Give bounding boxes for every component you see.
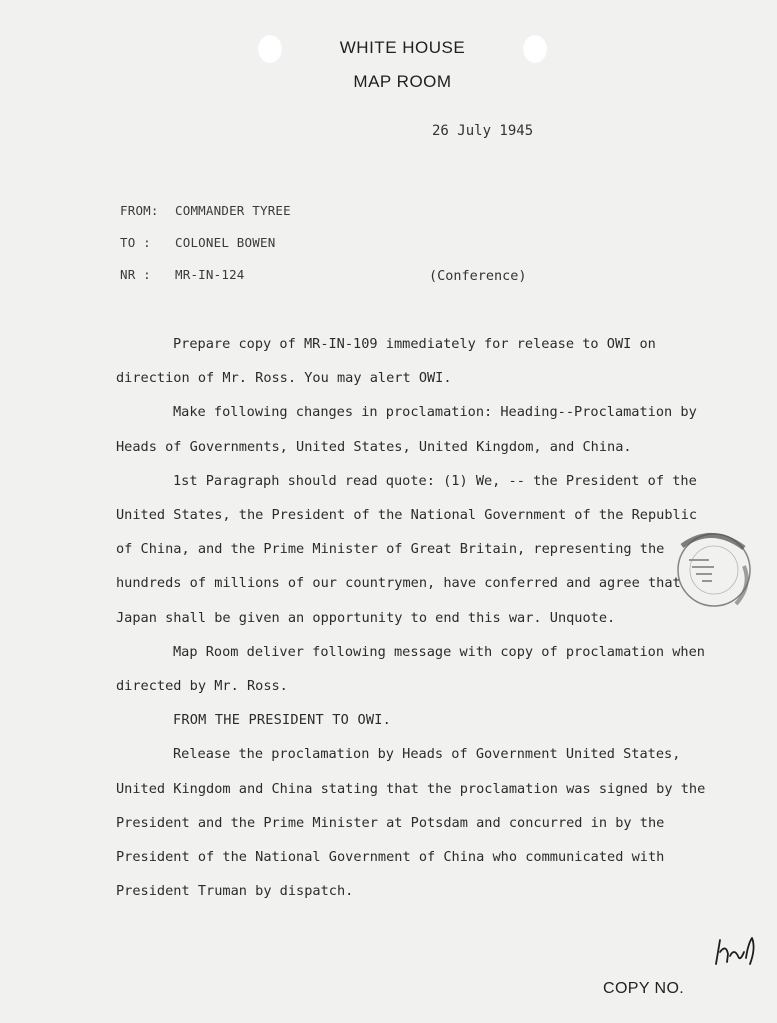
letterhead-subtitle: MAP ROOM [353,72,452,91]
copy-number-label: COPY NO. [603,980,685,997]
number-label: NR : [120,267,151,282]
number-line [120,267,245,282]
paragraph-from-president: FROM THE PRESIDENT TO OWI. [173,712,391,729]
to-line [120,235,275,250]
paragraph-deliver: Map Room deliver following message with copy of proclamation when directed by Mr. Ross. [116,643,705,695]
paragraph-first-paragraph: 1st Paragraph should read quote: (1) We, -- the President of the United States, the President of the National Government of the Republic of China, and the Prime Minister of Great Britain, representing the hundreds of millions of our countrymen, have conferred and agree that Japan shall be given an opportunity to end this war. Unquote. [116,472,698,626]
from-line [120,203,291,218]
from-value: COMMANDER TYREE [175,203,291,218]
number-value: MR-IN-124 [175,267,245,282]
handwritten-initials [712,930,762,970]
from-label: FROM: [120,203,159,218]
letterhead-title: WHITE HOUSE [339,38,466,57]
to-value: COLONEL BOWEN [175,235,276,250]
classification-note: (Conference) [429,268,527,284]
document-date: 26 July 1945 [432,123,534,139]
message-body [116,327,716,908]
to-label: TO : [120,235,151,250]
paragraph-release: Prepare copy of MR-IN-109 immediately for release to OWI on direction of Mr. Ross. You may alert OWI. [116,336,656,387]
paragraph-changes: Make following changes in proclamation: Heading--Proclamation by Heads of Governments, United States, United Kingdom, and China. [116,404,697,455]
paragraph-proclamation-release: Release the proclamation by Heads of Government United States, United Kingdom and China stating that the proclamation was signed by the President and the Prime Minister at Potsdam and concurred in by the President of the National Government of China who communicated with President Truman by dispatch. [116,746,706,900]
archive-stamp [672,526,752,612]
